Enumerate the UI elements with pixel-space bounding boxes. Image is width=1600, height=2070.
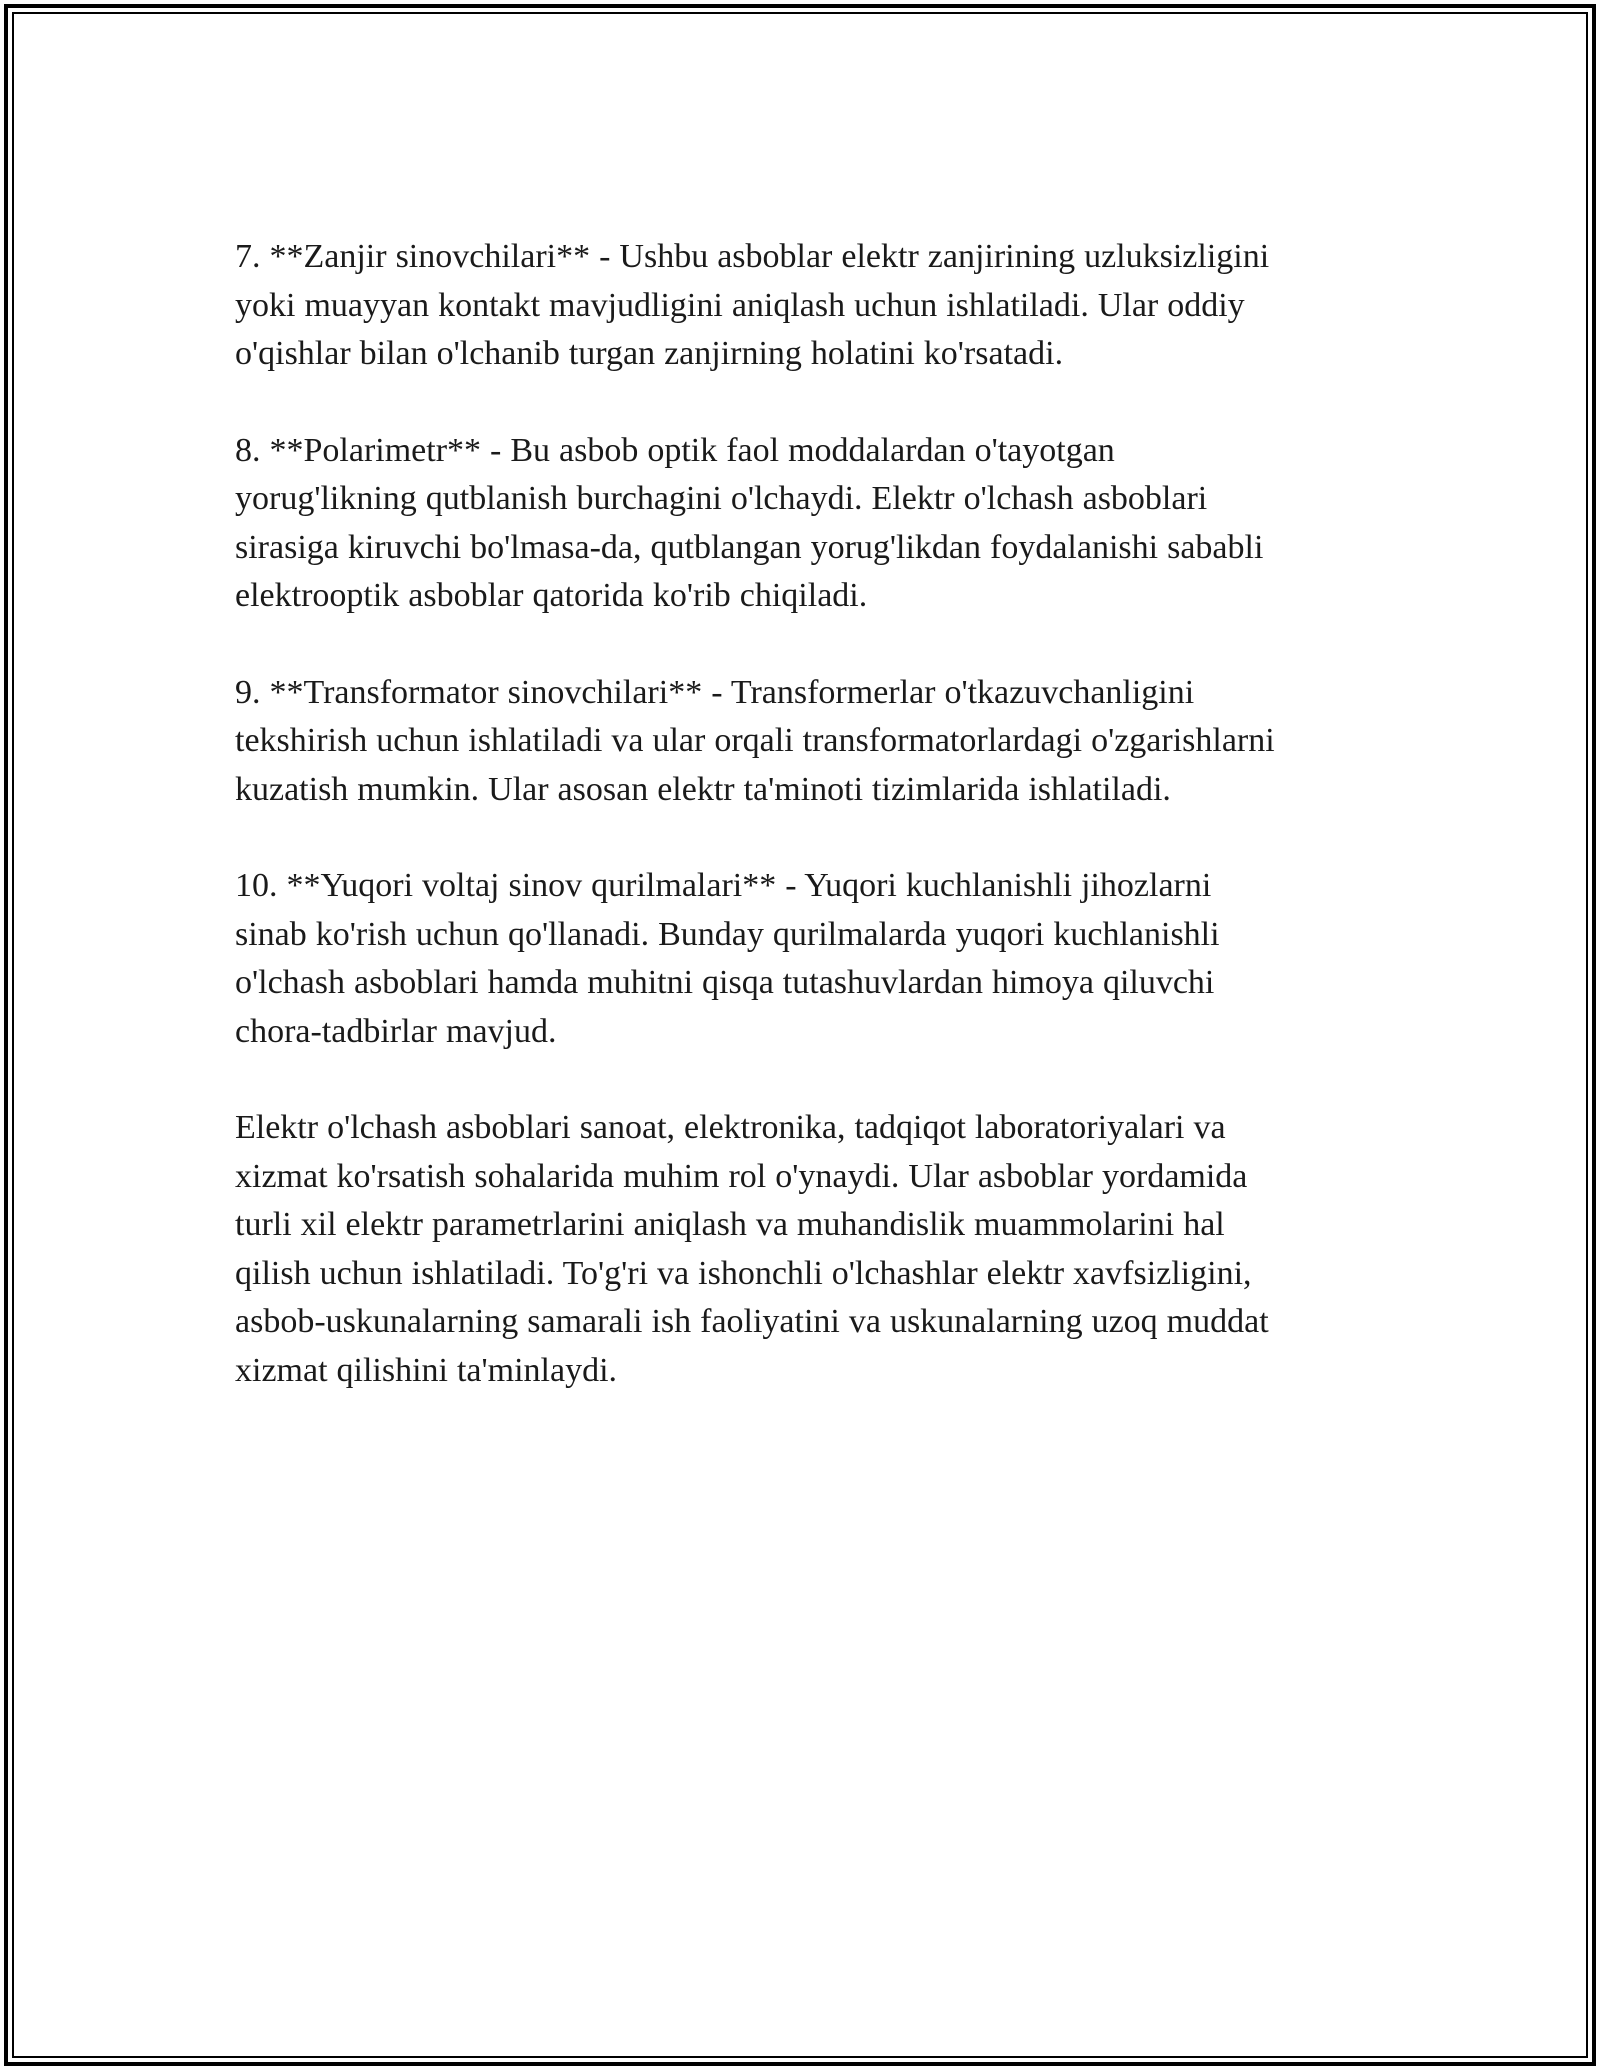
paragraph-zanjir-sinovchilari xyxy=(235,233,1365,379)
text-line: o'qishlar bilan o'lchanib turgan zanjirning holatini ko'rsatadi. xyxy=(235,335,1064,372)
text-line: xizmat ko'rsatish sohalarida muhim rol o'ynaydi. Ular asboblar yordamida xyxy=(235,1157,1248,1195)
text-line: 7. **Zanjir sinovchilari** - Ushbu asboblar elektr zanjirining uzluksizligini xyxy=(235,238,1270,275)
text-line: xizmat qilishini ta'minlaydi. xyxy=(235,1351,618,1389)
paragraph-yuqori-voltaj xyxy=(235,862,1365,1056)
text-line: turli xil elektr parametrlarini aniqlash va muhandislik muammolarini hal xyxy=(235,1206,1225,1243)
text-line: sinab ko'rish uchun qo'llanadi. Bunday qurilmalarda yuqori kuchlanishli xyxy=(235,915,1220,953)
text-line: qilish uchun ishlatiladi. To'g'ri va ishonchli o'lchashlar elektr xavfsizligini, xyxy=(235,1254,1252,1292)
text-line: 9. **Transformator sinovchilari** - Transformerlar o'tkazuvchanligini xyxy=(235,673,1195,711)
text-line: 8. **Polarimetr** - Bu asbob optik faol moddalardan o'tayotgan xyxy=(235,431,1115,469)
text-line: Elektr o'lchash asboblari sanoat, elektronika, tadqiqot laboratoriyalari va xyxy=(235,1109,1226,1146)
text-line: yorug'likning qutblanish burchagini o'lchaydi. Elektr o'lchash asboblari xyxy=(235,480,1208,517)
text-line: asbob-uskunalarning samarali ish faoliyatini va uskunalarning uzoq muddat xyxy=(235,1303,1269,1340)
text-line: kuzatish mumkin. Ular asosan elektr ta'minoti tizimlarida ishlatiladi. xyxy=(235,770,1171,808)
text-line: 10. **Yuqori voltaj sinov qurilmalari** - Yuqori kuchlanishli jihozlarni xyxy=(235,867,1212,904)
text-line: elektrooptik asboblar qatorida ko'rib chiqiladi. xyxy=(235,577,868,614)
document-body xyxy=(235,233,1365,1443)
text-line: o'lchash asboblari hamda muhitni qisqa tutashuvlardan himoya qiluvchi xyxy=(235,964,1215,1001)
paragraph-transformator-sinovchilari xyxy=(235,669,1365,815)
paragraph-conclusion xyxy=(235,1104,1365,1395)
text-line: chora-tadbirlar mavjud. xyxy=(235,1012,557,1050)
text-line: yoki muayyan kontakt mavjudligini aniqlash uchun ishlatiladi. Ular oddiy xyxy=(235,286,1245,324)
paragraph-polarimetr xyxy=(235,427,1365,621)
text-line: tekshirish uchun ishlatiladi va ular orqali transformatorlardagi o'zgarishlarni xyxy=(235,722,1275,759)
text-line: sirasiga kiruvchi bo'lmasa-da, qutblangan yorug'likdan foydalanishi sababli xyxy=(235,528,1264,566)
